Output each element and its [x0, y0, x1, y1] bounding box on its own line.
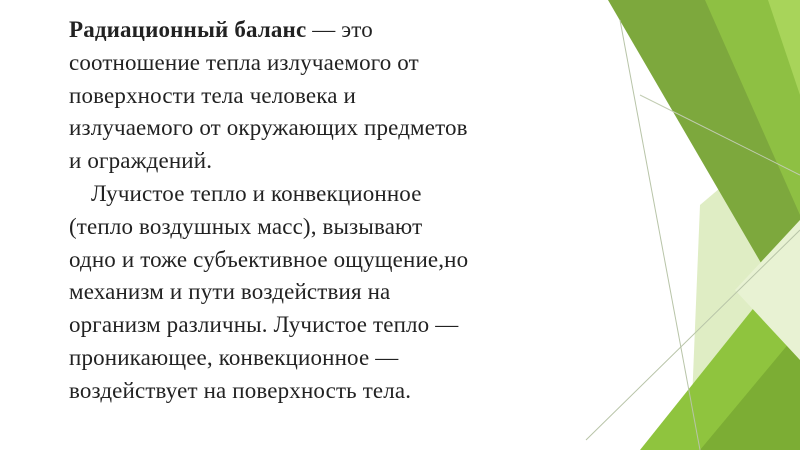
- heat-line-7: воздействует на поверхность тела.: [69, 377, 412, 403]
- paragraph-definition: [69, 14, 609, 178]
- term-radiation-balance: Радиационный баланс: [69, 17, 307, 42]
- definition-line-2: соотношение тепла излучаемого от: [69, 49, 419, 75]
- heat-line-5: организм различны. Лучистое тепло —: [69, 312, 459, 338]
- heat-line-4: механизм и пути воздействия на: [69, 279, 391, 305]
- heat-line-2: (тепло воздушных масс), вызывают: [69, 213, 423, 239]
- slide-text: [69, 14, 609, 408]
- definition-line-3: поверхности тела человека и: [69, 82, 356, 108]
- paragraph-heat-types: [69, 178, 609, 408]
- definition-line-5: и ограждений.: [69, 148, 213, 174]
- heat-line-1: Лучистое тепло и конвекционное: [91, 180, 422, 206]
- heat-line-6: проникающее, конвекционное —: [69, 344, 399, 370]
- heat-line-3: одно и тоже субъективное ощущение,но: [69, 246, 469, 272]
- definition-line-4: излучаемого от окружающих предметов: [69, 115, 468, 141]
- definition-line-1: — это: [306, 17, 373, 42]
